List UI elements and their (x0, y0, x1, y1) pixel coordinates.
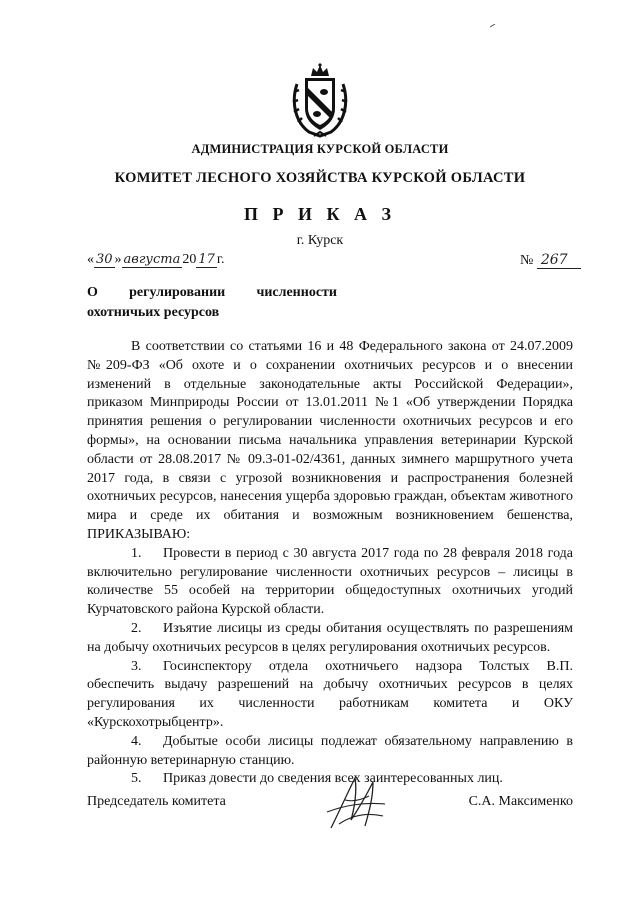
item-number: 3. (131, 658, 142, 674)
subject-word: численности (256, 285, 337, 300)
administration-title: АДМИНИСТРАЦИЯ КУРСКОЙ ОБЛАСТИ (191, 142, 449, 156)
city-label: г. Курск (296, 233, 344, 248)
document-type-title: П Р И К А З (243, 204, 397, 224)
kursk-coat-of-arms-icon (289, 62, 351, 138)
number-value: 267 (537, 252, 581, 269)
committee-title: КОМИТЕТ ЛЕСНОГО ХОЗЯЙСТВА КУРСКОЙ ОБЛАСТИ (114, 170, 526, 186)
subject-line-2: охотничьих ресурсов (87, 305, 220, 320)
date-close-quote: » (114, 252, 122, 267)
date-year-suffix: 17 (198, 252, 215, 267)
order-number (520, 252, 581, 269)
order-item (87, 733, 573, 771)
subject-line-1 (87, 283, 337, 303)
order-item (87, 545, 573, 620)
item-text: Изъятие лисицы из среды обитания осуществлять по разрешениям на добычу охотничьих ресурсов в целях регулирования охотничьих ресурсов. (87, 620, 573, 655)
stray-mark-icon (490, 24, 496, 28)
item-number: 5. (131, 771, 142, 787)
date-year-prefix: 20 (182, 252, 197, 267)
date-suffix: г. (216, 252, 225, 267)
date-month: августа (123, 252, 181, 267)
item-number: 1. (131, 545, 142, 561)
preamble-paragraph: В соответствии со статьями 16 и 48 Федерального закона от 24.07.2009 №209-ФЗ «Об охоте и о сохранении охотничьих ресурсов и о внесении изменений в отдельные законодательные акты Российской Федерации», приказом Минприроды России от 13.01.2011 №1 «Об утверждении Порядка принятия решения о регулировании численности охотничьих ресурсов и его формы», на основании письма начальника управления ветеринарии Курской области от 28.08.2017 № 09.3-01-02/4361, данных зимнего маршрутного учета 2017 года, в связи с угрозой возникновения и распространения болезней охотничьих ресурсов, нанесения ущерба здоровью граждан, объектам животного мира и среде их обитания и возможным возникновением бешенства, ПРИКАЗЫВАЮ: (87, 339, 573, 542)
subject-word: регулировании (129, 285, 226, 300)
signer-position: Председатель комитета (87, 794, 226, 809)
number-label: № (520, 253, 534, 268)
date-day: 30 (96, 252, 113, 267)
order-item (87, 620, 573, 658)
handwritten-signature-icon (325, 772, 391, 832)
item-text: Добытые особи лисицы подлежат обязательному направлению в районную ветеринарную станцию. (87, 733, 573, 768)
order-date (87, 252, 225, 268)
item-text: Приказ довести до сведения всех заинтересованных лиц. (163, 771, 503, 787)
item-number: 2. (131, 620, 142, 636)
date-open-quote: « (87, 252, 94, 267)
order-body (87, 338, 573, 789)
order-item (87, 658, 573, 733)
item-text: Провести в период с 30 августа 2017 года по 28 февраля 2018 года включительно регулирование численности охотничьих ресурсов – лисицы в количестве 55 особей на территории общедоступных охотничьих угодий Курчатовского района Курской области. (87, 545, 573, 618)
item-number: 4. (131, 733, 142, 749)
order-subject (87, 283, 337, 323)
subject-word: О (87, 285, 98, 300)
signer-name: С.А. Максименко (468, 794, 573, 809)
item-text: Госинспектору отдела охотничьего надзора Толстых В.П. обеспечить выдачу разрешений на добычу охотничьих ресурсов в целях регулирования их численности работникам комитета и ОКУ «Курскохотрыбцентр». (87, 658, 573, 730)
